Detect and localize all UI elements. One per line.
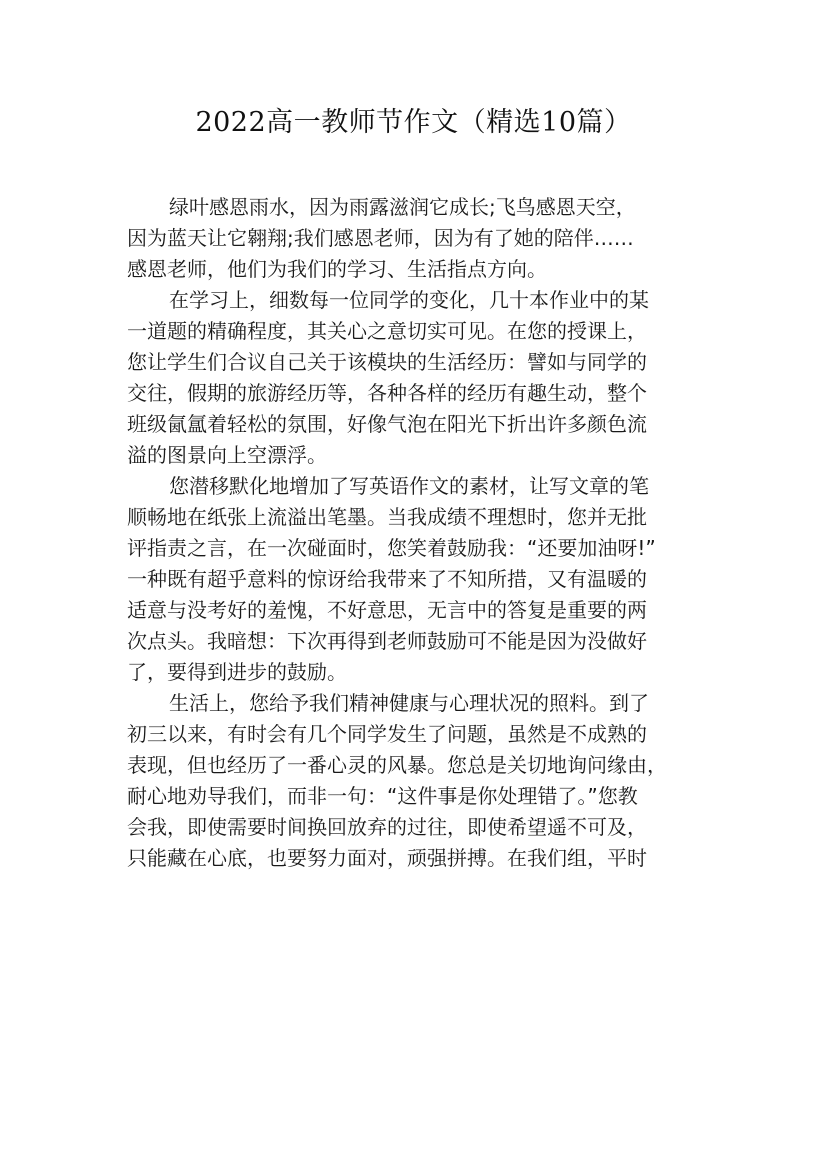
- text-line: 表现，但也经历了一番心灵的风暴。您总是关切地询问缘由，: [127, 753, 667, 777]
- text-line: 班级氤氲着轻松的氛围，好像气泡在阳光下折出许多颜色流: [127, 412, 647, 436]
- paragraph-1: [127, 192, 705, 285]
- text-line: 次点头。我暗想：下次再得到老师鼓励可不能是因为没做好: [127, 629, 647, 653]
- text-line: 在学习上，细数每一位同学的变化，几十本作业中的某: [169, 288, 649, 312]
- text-line: 耐心地劝导我们，而非一句：“这件事是你处理错了。”您教: [127, 784, 638, 808]
- text-line: 溢的图景向上空漂浮。: [127, 443, 327, 467]
- text-line: 评指责之言，在一次碰面时，您笑着鼓励我：“还要加油呀!”: [127, 536, 656, 560]
- text-line: 因为蓝天让它翱翔;我们感恩老师，因为有了她的陪伴……: [127, 226, 634, 250]
- text-line: 感恩老师，他们为我们的学习、生活指点方向。: [127, 257, 547, 281]
- text-line: 生活上，您给予我们精神健康与心理状况的照料。到了: [169, 691, 649, 715]
- text-line: 交往，假期的旅游经历等，各种各样的经历有趣生动，整个: [127, 381, 647, 405]
- text-line: 会我，即使需要时间换回放弃的过往，即使希望遥不可及，: [127, 815, 647, 839]
- document-body: [127, 192, 705, 874]
- text-line: 适意与没考好的羞愧，不好意思，无言中的答复是重要的两: [127, 598, 647, 622]
- text-line: 一种既有超乎意料的惊讶给我带来了不知所措，又有温暖的: [127, 567, 647, 591]
- text-line: 顺畅地在纸张上流溢出笔墨。当我成绩不理想时，您并无批: [127, 505, 647, 529]
- text-line: 一道题的精确程度，其关心之意切实可见。在您的授课上，: [127, 319, 647, 343]
- paragraph-2: [127, 285, 705, 471]
- text-line: 您让学生们合议自己关于该模块的生活经历：譬如与同学的: [127, 350, 647, 374]
- text-line: 绿叶感恩雨水，因为雨露滋润它成长;飞鸟感恩天空，: [169, 195, 636, 219]
- text-line: 初三以来，有时会有几个同学发生了问题，虽然是不成熟的: [127, 722, 647, 746]
- text-line: 了，要得到进步的鼓励。: [127, 660, 347, 684]
- text-line: 您潜移默化地增加了写英语作文的素材，让写文章的笔: [169, 474, 649, 498]
- document-title: 2022高一教师节作文（精选10篇）: [195, 107, 632, 138]
- paragraph-3: [127, 471, 705, 688]
- paragraph-4: [127, 688, 705, 874]
- text-line: 只能藏在心底，也要努力面对，顽强拼搏。在我们组，平时: [127, 846, 647, 870]
